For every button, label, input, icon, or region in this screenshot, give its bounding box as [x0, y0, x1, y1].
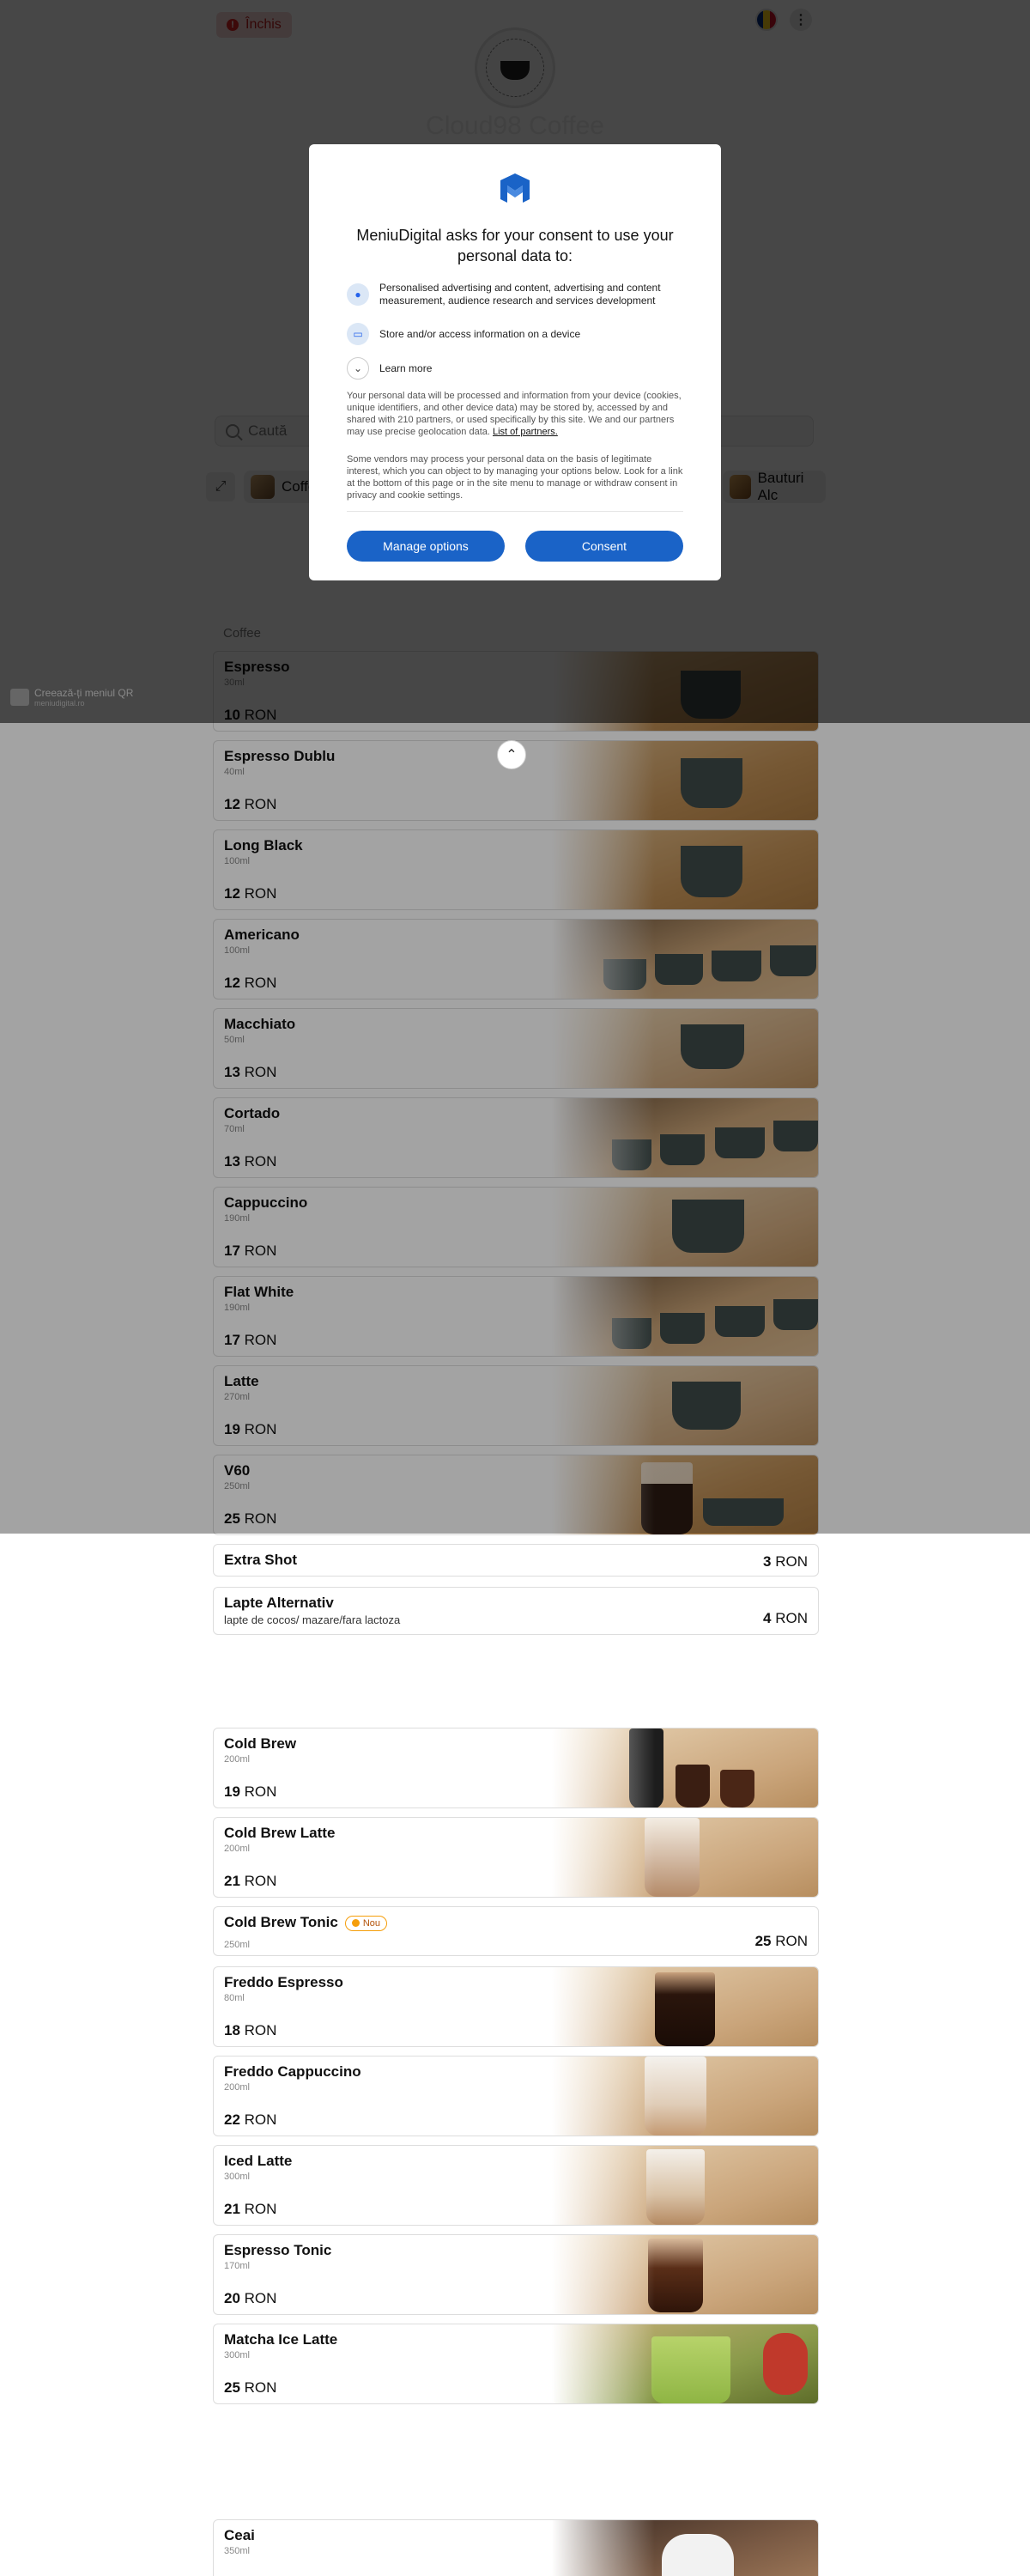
item-name: Espresso Tonic [224, 2242, 332, 2258]
item-name: Cold Brew Tonic Nou [224, 1914, 387, 1931]
page-dim-overlay [0, 723, 1030, 1534]
consent-dialog [309, 144, 721, 580]
extra-item[interactable] [213, 1544, 819, 1577]
learn-more-toggle[interactable]: ⌄ Learn more [347, 357, 683, 380]
list-of-partners-link[interactable]: List of partners. [493, 427, 558, 437]
item-description: lapte de cocos/ mazare/fara lactoza [224, 1613, 401, 1626]
item-quantity: 270ml [224, 1392, 250, 1402]
item-name: Ceai [224, 2527, 255, 2543]
product-image [552, 2324, 818, 2403]
item-name: Cold Brew Latte [224, 1825, 336, 1841]
item-quantity: 300ml [224, 2350, 250, 2360]
item-name: Espresso Dublu [224, 748, 336, 764]
item-quantity: 190ml [224, 1303, 250, 1313]
menu-item[interactable] [213, 2234, 819, 2315]
menu-item[interactable] [213, 1966, 819, 2047]
item-price: 21 RON [224, 2201, 277, 2217]
device-icon: ▭ [347, 323, 369, 345]
item-name: Freddo Cappuccino [224, 2063, 361, 2080]
item-quantity: 80ml [224, 1993, 245, 2003]
item-quantity: 200ml [224, 1754, 250, 1765]
item-quantity: 350ml [224, 2546, 250, 2556]
item-name: Macchiato [224, 1016, 296, 1032]
item-name: Americano [224, 927, 300, 943]
purpose-store-access: ▭ Store and/or access information on a device [347, 323, 683, 345]
product-image [552, 2235, 818, 2314]
item-quantity: 250ml [224, 1940, 250, 1950]
item-price: 12 RON [224, 885, 277, 902]
item-price: 22 RON [224, 2111, 277, 2128]
dialog-divider [347, 511, 683, 512]
powered-by-line2: meniudigital.ro [34, 699, 85, 708]
item-quantity: 250ml [224, 1481, 250, 1492]
purpose-personalised-ads: ● Personalised advertising and content, advertising and content measurement, audience research and services development [347, 282, 683, 307]
item-price: 13 RON [224, 1064, 277, 1080]
new-badge: Nou [345, 1916, 387, 1931]
item-price: 17 RON [224, 1332, 277, 1348]
item-price: 3 RON [763, 1553, 808, 1570]
item-price: 12 RON [224, 975, 277, 991]
chevron-down-icon: ⌄ [347, 357, 369, 380]
item-quantity: 190ml [224, 1213, 250, 1224]
menu-item[interactable] [213, 2324, 819, 2404]
product-image [552, 2146, 818, 2225]
product-image [552, 2057, 818, 2136]
item-quantity: 100ml [224, 856, 250, 866]
item-price: 17 RON [224, 1242, 277, 1259]
item-quantity: 70ml [224, 1124, 245, 1134]
consent-button[interactable]: Consent [525, 531, 683, 562]
item-name: V60 [224, 1462, 251, 1479]
menu-item[interactable] [213, 1817, 819, 1898]
item-price: 25 RON [224, 2379, 277, 2396]
product-image [552, 1967, 818, 2046]
consent-title: MeniuDigital asks for your consent to use your personal data to: [356, 227, 674, 264]
item-name: Long Black [224, 837, 303, 854]
new-dot-icon [352, 1919, 360, 1927]
menu-item[interactable] [213, 1906, 819, 1956]
product-image [552, 2520, 818, 2576]
item-price: 25 RON [224, 1510, 277, 1527]
item-name: Cappuccino [224, 1194, 308, 1211]
powered-by-badge[interactable] [10, 687, 133, 708]
item-name: Freddo Espresso [224, 1974, 343, 1990]
manage-options-button[interactable]: Manage options [347, 531, 505, 562]
item-price: 20 RON [224, 2290, 277, 2306]
item-price: 12 RON [224, 796, 277, 812]
powered-by-line1: Creează-ți meniul QR [34, 687, 134, 699]
product-image [552, 1728, 818, 1807]
item-quantity: 50ml [224, 1035, 245, 1045]
menu-item[interactable] [213, 2056, 819, 2136]
consent-paragraph-2: Some vendors may process your personal data on the basis of legitimate interest, which you can object to by managing your options below. Look for a link at the bottom of this page or in the site menu to manage or withdraw consent in privacy and cookie settings. [347, 454, 683, 501]
person-icon: ● [347, 283, 369, 306]
item-quantity: 40ml [224, 767, 245, 777]
item-name: Matcha Ice Latte [224, 2331, 338, 2348]
item-price: 19 RON [224, 1421, 277, 1437]
item-price: 25 RON [754, 1933, 808, 1949]
item-name: Flat White [224, 1284, 294, 1300]
item-quantity: 170ml [224, 2261, 250, 2271]
item-price: 19 RON [224, 1783, 277, 1800]
item-quantity: 300ml [224, 2172, 250, 2182]
item-price: 18 RON [224, 2022, 277, 2038]
extra-item[interactable] [213, 1587, 819, 1635]
item-price: 13 RON [224, 1153, 277, 1170]
item-name: Cortado [224, 1105, 281, 1121]
item-price: 21 RON [224, 1873, 277, 1889]
item-quantity: 200ml [224, 1844, 250, 1854]
meniudigital-brand-icon [499, 173, 531, 203]
item-name: Iced Latte [224, 2153, 293, 2169]
item-quantity: 100ml [224, 945, 250, 956]
menu-item[interactable] [213, 2519, 819, 2576]
item-price: 4 RON [763, 1610, 808, 1626]
menu-item[interactable] [213, 2145, 819, 2226]
scroll-to-top-chevron-up-icon[interactable]: ⌃ [497, 740, 526, 769]
item-name: Extra Shot [224, 1552, 298, 1568]
item-name: Latte [224, 1373, 259, 1389]
item-quantity: 200ml [224, 2082, 250, 2093]
consent-paragraph-1: Your personal data will be processed and information from your device (cookies, unique identifiers, and other device data) may be stored by, accessed by and shared with 210 partners, or used specifically by this site. We and our partners may use precise geolocation data. List of partners. [347, 391, 682, 437]
meniudigital-logo-icon [10, 689, 29, 706]
menu-item[interactable] [213, 1728, 819, 1808]
item-name: Lapte Alternativ [224, 1595, 334, 1611]
product-image [552, 1818, 818, 1897]
item-name: Cold Brew [224, 1735, 297, 1752]
